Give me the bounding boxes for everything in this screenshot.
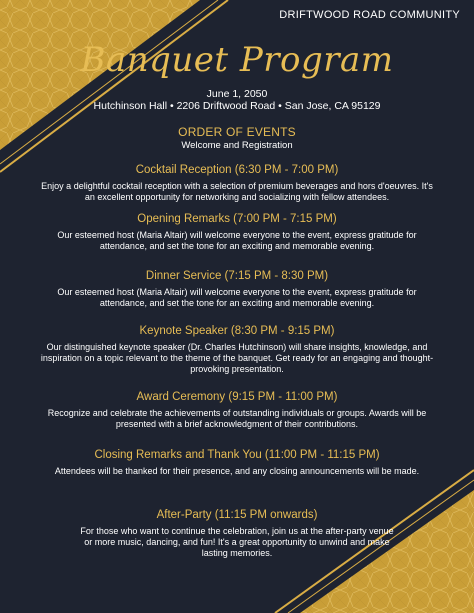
event-title: Keynote Speaker (8:30 PM - 9:15 PM): [139, 325, 335, 337]
event-description: Our esteemed host (Maria Altair) will welcome everyone to the event, express gratitude for attendance, and set the tone for an exciting and memorable evening.: [57, 287, 417, 308]
event-opening-remarks: [40, 213, 434, 252]
event-title: Opening Remarks (7:00 PM - 7:15 PM): [137, 213, 337, 225]
event-description: Our distinguished keynote speaker (Dr. Charles Hutchinson) will share insights, knowledge, and inspiration on a topic relevant to the theme of the banquet. Get ready for an engaging and thought-provoking presentation.: [40, 342, 434, 374]
event-closing-remarks: [40, 449, 434, 477]
event-title: Closing Remarks and Thank You (11:00 PM - 11:15 PM): [94, 449, 380, 461]
event-title: After-Party (11:15 PM onwards): [156, 509, 318, 521]
page-title: Banquet Program: [80, 40, 394, 80]
event-description: Enjoy a delightful cocktail reception with a selection of premium beverages and hors d'oeuvres. It's an excellent opportunity for networking and socializing with fellow attendees.: [41, 181, 433, 202]
event-date: June 1, 2050: [206, 88, 268, 100]
event-title: Dinner Service (7:15 PM - 8:30 PM): [145, 270, 329, 282]
event-title: Cocktail Reception (6:30 PM - 7:00 PM): [135, 164, 339, 176]
order-of-events-subheading: Welcome and Registration: [181, 140, 293, 151]
event-dinner-service: [40, 270, 434, 309]
community-name: DRIFTWOOD ROAD COMMUNITY: [279, 9, 460, 21]
order-of-events-heading: ORDER OF EVENTS: [178, 125, 296, 139]
event-award-ceremony: [40, 391, 434, 430]
event-description: Attendees will be thanked for their presence, and any closing announcements will be made.: [54, 466, 420, 476]
event-keynote-speaker: [40, 325, 434, 375]
event-description: For those who want to continue the celebration, join us at the after-party venue or more music, dancing, and fun! It's a great opportunity to unwind and make lasting memories.: [80, 526, 394, 558]
event-description: Our esteemed host (Maria Altair) will welcome everyone to the event, express gratitude for attendance, and set the tone for an exciting and memorable evening.: [57, 230, 417, 251]
event-description: Recognize and celebrate the achievements of outstanding individuals or groups. Awards will be presented with a brief acknowledgment of their contributions.: [47, 408, 427, 429]
event-venue: Hutchinson Hall • 2206 Driftwood Road • San Jose, CA 95129: [93, 100, 381, 112]
event-cocktail-reception: [40, 164, 434, 203]
event-title: Award Ceremony (9:15 PM - 11:00 PM): [136, 391, 338, 403]
event-after-party: [80, 509, 394, 559]
